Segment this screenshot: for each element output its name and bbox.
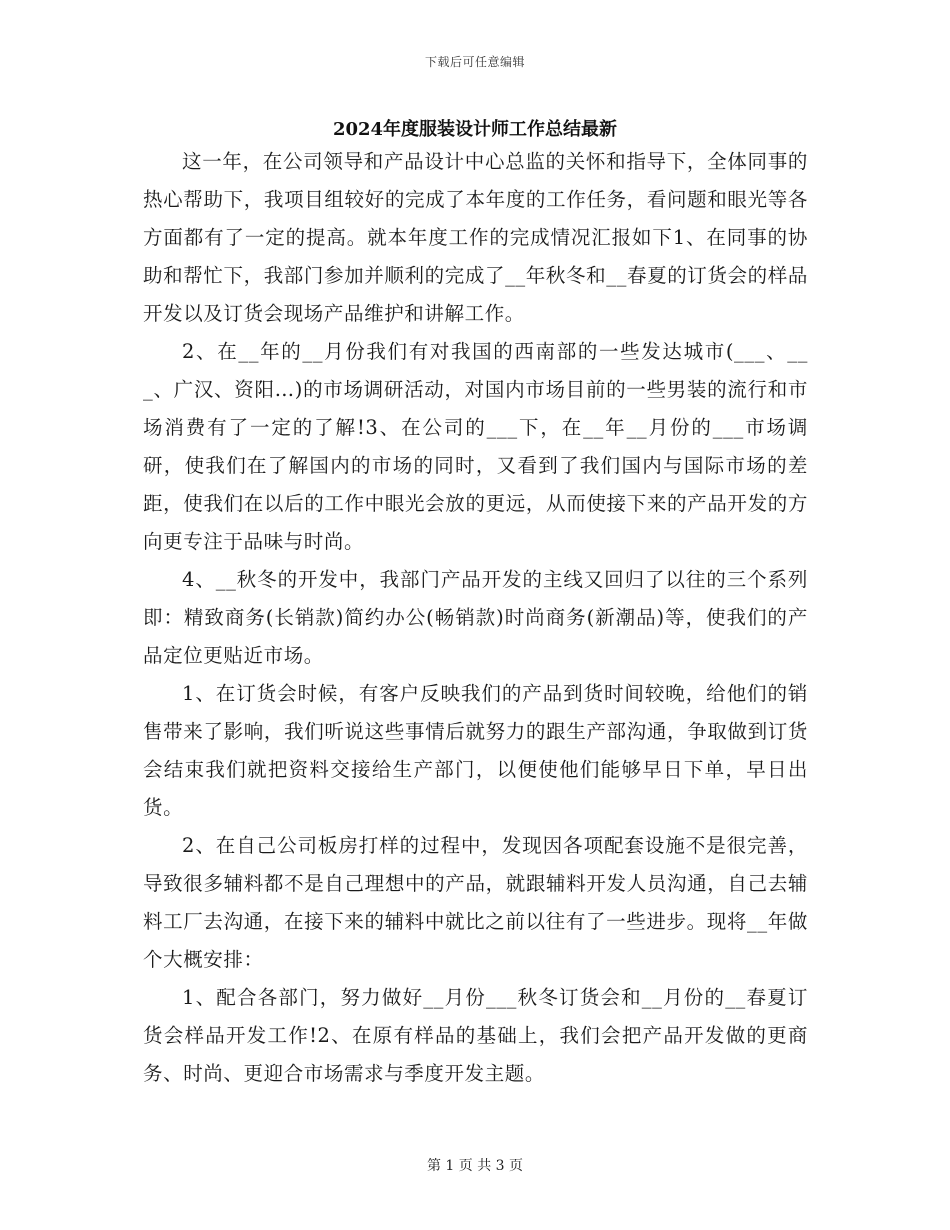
paragraph-2: 2、在__年的__月份我们有对我国的西南部的一些发达城市(___、___、广汉、资阳…)的市场调研活动，对国内市场目前的一些男装的流行和市场消费有了一定的了解!3、在公司的___下，在__年__月份的___市场调研，使我们在了解国内的市场的同时，又看到了我们国内与国际市场的差距，使我们在以后的工作中眼光会放的更远，从而使接下来的产品开发的方向更专注于品味与时尚。 [143, 340, 808, 553]
document-body [143, 143, 808, 1093]
paragraph-5: 2、在自己公司板房打样的过程中，发现因各项配套设施不是很完善，导致很多辅料都不是自己理想中的产品，就跟辅料开发人员沟通，自己去辅料工厂去沟通，在接下来的辅料中就比之前以往有了一些进步。现将__年做个大概安排： [143, 834, 808, 971]
page-number: 第 1 页 共 3 页 [426, 1158, 524, 1174]
paragraph-1: 这一年，在公司领导和产品设计中心总监的关怀和指导下，全体同事的热心帮助下，我项目组较好的完成了本年度的工作任务，看问题和眼光等各方面都有了一定的提高。就本年度工作的完成情况汇报如下1、在同事的协助和帮忙下，我部门参加并顺利的完成了__年秋冬和__春夏的订货会的样品开发以及订货会现场产品维护和讲解工作。 [143, 150, 808, 325]
paragraph-3: 4、__秋冬的开发中，我部门产品开发的主线又回归了以往的三个系列即：精致商务(长销款)简约办公(畅销款)时尚商务(新潮品)等，使我们的产品定位更贴近市场。 [143, 568, 808, 667]
paragraph-6: 1、配合各部门，努力做好__月份___秋冬订货会和__月份的__春夏订货会样品开发工作!2、在原有样品的基础上，我们会把产品开发做的更商务、时尚、更迎合市场需求与季度开发主题。 [143, 986, 808, 1085]
header-note: 下载后可任意编辑 [424, 55, 525, 69]
paragraph-4: 1、在订货会时候，有客户反映我们的产品到货时间较晚，给他们的销售带来了影响，我们听说这些事情后就努力的跟生产部沟通，争取做到订货会结束我们就把资料交接给生产部门，以便使他们能够早日下单，早日出货。 [143, 682, 808, 819]
document-title: 2024年度服装设计师工作总结最新 [332, 119, 618, 140]
